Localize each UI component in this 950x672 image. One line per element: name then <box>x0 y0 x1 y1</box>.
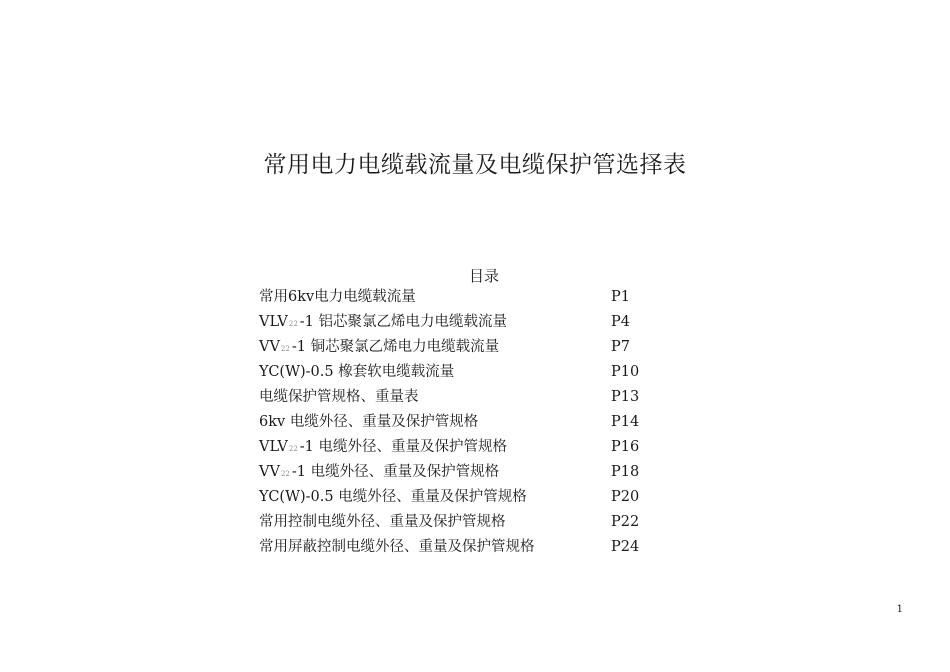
toc-entry-page: P7 <box>611 339 630 355</box>
toc-entry <box>259 286 679 311</box>
toc-entry-page: P10 <box>611 364 640 380</box>
toc-entry-label: VV22 -1 电缆外径、重量及保护管规格 <box>259 464 500 480</box>
page-title: 常用电力电缆载流量及电缆保护管选择表 <box>263 152 687 178</box>
toc-entry-label: 6kv 电缆外径、重量及保护管规格 <box>259 414 479 430</box>
toc-entry-label: VLV22 -1 铝芯聚氯乙烯电力电缆载流量 <box>259 314 508 330</box>
toc-entry <box>259 436 679 461</box>
toc-entry-page: P1 <box>611 289 630 305</box>
toc-entry <box>259 386 679 411</box>
toc-entry <box>259 361 679 386</box>
toc-entry-page: P13 <box>611 389 640 405</box>
toc-entry <box>259 411 679 436</box>
toc-entry-page: P18 <box>611 464 640 480</box>
toc-entry-page: P14 <box>611 414 640 430</box>
toc-entry-label: 常用屏蔽控制电缆外径、重量及保护管规格 <box>259 539 535 555</box>
toc-entry-page: P4 <box>611 314 630 330</box>
toc-entry <box>259 311 679 336</box>
toc-entry <box>259 486 679 511</box>
toc-entry-label: YC(W)-0.5 电缆外径、重量及保护管规格 <box>259 489 527 505</box>
toc-entry <box>259 511 679 536</box>
toc-entry-label: VLV22 -1 电缆外径、重量及保护管规格 <box>259 439 508 455</box>
toc-entry <box>259 336 679 361</box>
toc-entry-label: 常用6kv电力电缆载流量 <box>259 289 416 305</box>
toc-entry-subscript: 22 <box>280 470 290 478</box>
toc-entry-label: 电缆保护管规格、重量表 <box>259 389 419 405</box>
toc-entry-page: P24 <box>611 539 640 555</box>
toc-entry-page: P20 <box>611 489 640 505</box>
toc-entry-label: YC(W)-0.5 橡套软电缆载流量 <box>259 364 455 380</box>
toc-entry-subscript: 22 <box>280 345 290 353</box>
toc-entry-label: 常用控制电缆外径、重量及保护管规格 <box>259 514 506 530</box>
toc-entry <box>259 461 679 486</box>
toc-heading: 目录 <box>468 267 499 285</box>
toc-entry-label: VV22 -1 铜芯聚氯乙烯电力电缆载流量 <box>259 339 500 355</box>
toc-entry-page: P22 <box>611 514 640 530</box>
page-number: 1 <box>896 604 903 615</box>
toc-entry <box>259 536 679 561</box>
table-of-contents <box>259 286 679 561</box>
toc-entry-page: P16 <box>611 439 640 455</box>
toc-entry-subscript: 22 <box>288 445 298 453</box>
toc-entry-subscript: 22 <box>288 320 298 328</box>
